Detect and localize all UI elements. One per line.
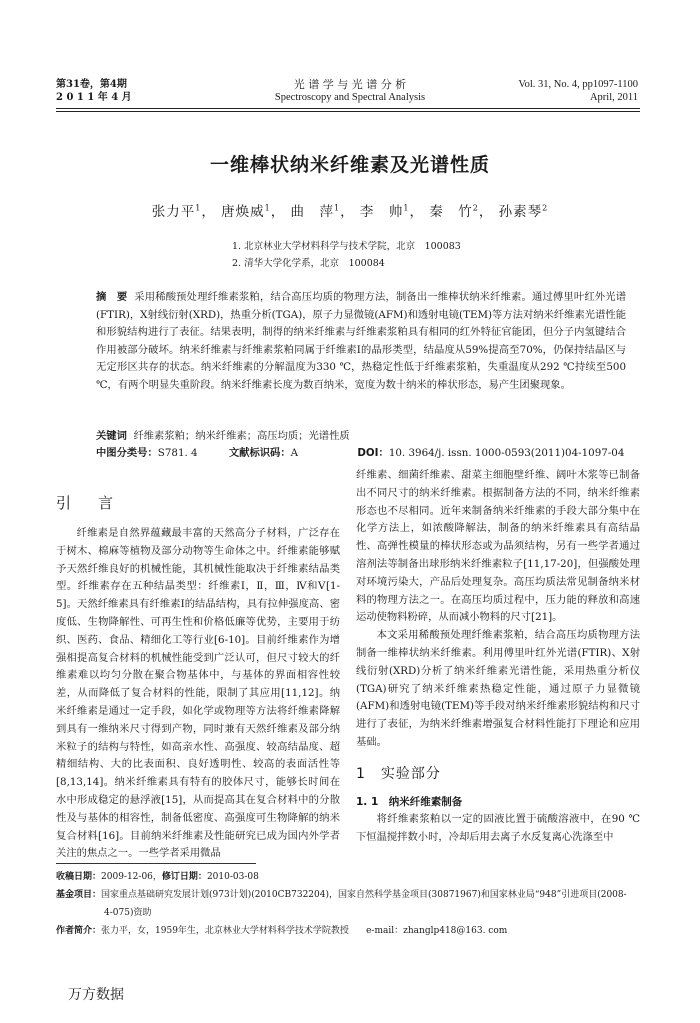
publication-date-en: April, 2011 (589, 92, 638, 103)
keywords-block (96, 428, 626, 462)
paragraph: 纤维素是自然界蕴藏最丰富的天然高分子材料，广泛存在于树木、棉麻等植物及部分动物等生命体之中。纤维素能够赋予天然纤维良好的机械性能，其机械性能取决于纤维素结晶类型。纤维素存在五种结晶类型：纤维素Ⅰ，Ⅱ，Ⅲ，Ⅳ和Ⅴ[1-5]。天然纤维素具有纤维素Ⅰ的结晶结构，具有拉伸强度高、密度低、生物降解性、可再生性和价格低廉等优势，主要用于纺织、医药、食品、精细化工等行业[6-10]。目前纤维素作为增强相提高复合材料的机械性能受到广泛认可，但尺寸较大的纤维素难以均匀分散在聚合物基体中，与基体的界面相容性较差，从而降低了复合材料的性能，限制了其应用[11,12]。纳米纤维素是通过一定手段，如化学或物理等方法将纤维素降解到具有一维纳米尺寸得到产物，同时兼有天然纤维素及部分纳米粒子的结构与特性，如高亲水性、高强度、较高结晶度、超精细结构、大的比表面积、良好透明性、较高的表面活性等[8,13,14]。纳米纤维素具有特有的胶体尺寸，能够长时间在水中形成稳定的悬浮液[15]，从而提高其在复合材料中的分散性及与基体的相容性，制备低密度、高强度可生物降解的纳米复合材料[16]。目前纳米纤维素及性能研究已成为国内外学者关注的焦点之一。一些学者采用微晶 (56, 527, 340, 860)
subsection-heading: 1. 1 纳米纤维素制备 (356, 795, 463, 808)
keywords-text: 纤维素浆粕；纳米纤维素；高压均质；光谱性质 (133, 430, 350, 442)
paragraph: 纤维素、细菌纤维素、甜菜主细胞壁纤维、阔叶木浆等已制备出不同尺寸的纳米纤维素。根据制备方法的不同，纳米纤维素形态也不尽相同。近年来制备纳米纤维素的手段大部分集中在化学方法上，如浓酸降解法，制备的纳米纤维素具有高结晶性、高弹性模量的棒状形态或为晶须结构，另有一些学者通过溶剂法等制备出球形纳米纤维素粒子[11,17-20]，但强酸处理对环境污染大，产品后处理复杂。高压均质法常见制备纳米材料的物理方法之一。在高压均质过程中，压力能的释放和高速运动使物料粉碎，从而减小物料的尺寸[21]。 (356, 469, 640, 624)
footnotes (56, 868, 640, 940)
abstract-label: 摘 要 (96, 291, 128, 303)
doc-code-value: A (290, 447, 299, 459)
paragraph: 将纤维素浆粕以一定的固液比置于硫酸溶液中，在90 ℃下恒温搅拌数小时，冷却后用去离子水反复离心洗涤至中 (356, 813, 640, 844)
author-footnote: 作者简介：张力平，女，1959年生，北京林业大学材料科学技术学院教授 e-mail：zhanglp418@163. com (56, 926, 508, 936)
classification (96, 445, 626, 462)
volume-issue: 第31卷，第4期 (56, 79, 127, 90)
section-heading: 1 实验部分 (356, 765, 441, 782)
affiliation: 2. 清华大学化学系，北京 100084 (232, 258, 385, 269)
paper-title: 一维棒状纳米纤维素及光谱性质 (209, 154, 490, 176)
left-column (56, 525, 340, 863)
watermark: 万方数据 (68, 987, 124, 1003)
author: 曲 萍$^1$ (290, 203, 341, 220)
author: 孙素琴$^2$ (498, 203, 549, 220)
volume-pages-en: Vol. 31, No. 4, pp1097-1100 (518, 79, 638, 90)
footnote-rule (56, 863, 256, 864)
author: 张力平$^1$ (151, 203, 202, 220)
abstract (96, 289, 626, 395)
fund-footnote-cont: 4-075)资助 (104, 908, 152, 918)
affiliation: 1. 北京林业大学材料科学与技术学院，北京 100083 (232, 241, 461, 252)
journal-name-en: Spectroscopy and Spectral Analysis (274, 92, 426, 103)
author: 秦 竹$^2$ (429, 203, 479, 220)
paragraph: 本文采用稀酸预处理纤维素浆粕，结合高压均质物理方法制备一维棒状纳米纤维素。利用傅里叶红外光谱(FTIR)、X射线衍射(XRD)分析了纳米纤维素光谱性能，采用热重分析仪(TGA)研究了纳米纤维素热稳定性能，通过原子力显微镜(AFM)和透射电镜(TEM)等手段对纳米纤维素形貌结构和尺寸进行了表征，为纳米纤维素增强复合材料性能打下理论和应用基础。 (356, 629, 640, 748)
doi-value: 10. 3964/j. issn. 1000-0593(2011)04-1097-04 (388, 447, 625, 459)
journal-volume-info-en (518, 78, 638, 104)
abstract-text: 采用稀酸预处理纤维素浆粕，结合高压均质的物理方法，制备出一维棒状纳米纤维素。通过傅里叶红外光谱(FTIR)，X射线衍射(XRD)，热重分析(TGA)，原子力显微镜(AFM)和透射电镜(TEM)等方法对纳米纤维素光谱性能和形貌结构进行了表征。结果表明，制得的纳米纤维素与纤维素浆粕具有相同的红外特征官能团，但分子内氢键结合作用被部分破坏。纳米纤维素与纤维素浆粕同属于纤维素Ⅰ的晶形类型，结晶度从59%提高至70%，仍保持结晶区与无定形区共存的状态。纳米纤维素的分解温度为330 ℃，热稳定性低于纤维素浆粕，失重温度从292 ℃持续至500 ℃，有两个明显失重阶段。纳米纤维素长度为数百纳米，宽度为数十纳米的棒状形态，易产生团聚现象。 (96, 291, 627, 391)
right-column (356, 467, 640, 847)
doi-label: DOI： (357, 447, 389, 459)
header-rule (56, 108, 640, 109)
dates-footnote: 收稿日期：2009-12-06，修订日期：2010-03-08 (56, 872, 259, 882)
author-email: e-mail：zhanglp418@163. com (366, 926, 508, 936)
doc-code-label: 文献标识码： (228, 447, 291, 459)
author-list: 张力平$^1$， 唐焕威$^1$， 曲 萍$^1$， 李 帅$^1$， 秦 竹$^2$， 孙素琴$^2$ (151, 203, 549, 220)
author: 唐焕威$^1$ (221, 203, 271, 220)
header-rule-thin (56, 111, 640, 112)
keywords-label: 关键词 (96, 430, 127, 442)
fund-footnote: 基金项目：国家重点基础研究发展计划(973计划)(2010CB732204)，国家自然科学基金项目(30871967)和国家林业局“948”引进项目(2008- (56, 890, 627, 900)
clc-label: 中图分类号： (96, 447, 158, 459)
keywords (96, 428, 626, 445)
publication-date: 2 0 1 1 年 4 月 (56, 92, 132, 103)
clc-value: S781. 4 (157, 447, 198, 459)
author: 李 帅$^1$ (359, 203, 410, 220)
journal-name-cn: 光 谱 学 与 光 谱 分 析 (293, 78, 407, 91)
intro-heading: 引 言 (56, 494, 120, 512)
